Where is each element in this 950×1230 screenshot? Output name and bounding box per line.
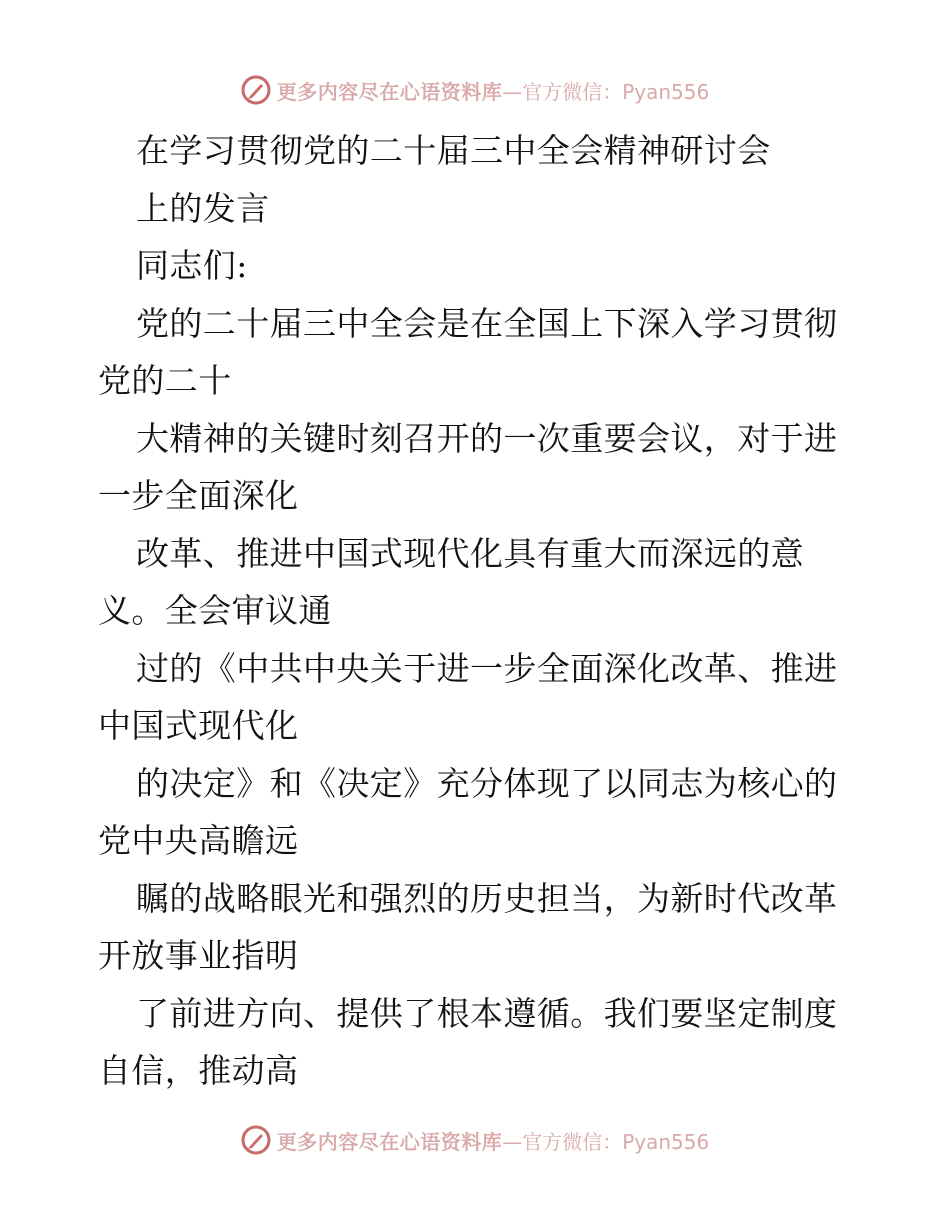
document-line: 改革、推进中国式现代化具有重大而深远的意 [136, 533, 804, 573]
document-line: 过的《中共中央关于进一步全面深化改革、推进 [136, 648, 838, 688]
document-line: 同志们: [136, 246, 248, 285]
watermark-wechat-text: —官方微信：Pyan556 [502, 1129, 710, 1154]
watermark-brand-text: 更多内容尽在心语资料库 [276, 79, 503, 104]
document-line: 中国式现代化 [98, 706, 299, 745]
document-line: 义。全会审议通 [98, 591, 332, 630]
document-line: 大精神的关键时刻召开的一次重要会议，对于进 [136, 418, 838, 458]
watermark-footer [0, 1120, 950, 1160]
document-line: 了前进方向、提供了根本遵循。我们要坚定制度 [136, 993, 838, 1033]
document-body [98, 122, 858, 1100]
watermark-brand-text: 更多内容尽在心语资料库 [276, 1129, 503, 1154]
document-line: 一步全面深化 [98, 476, 299, 515]
pen-logo-icon [241, 75, 271, 105]
document-line: 党的二十 [98, 361, 232, 400]
document-line: 上的发言 [136, 188, 270, 228]
document-line: 自信，推动高 [98, 1051, 299, 1090]
document-line: 在学习贯彻党的二十届三中全会精神研讨会 [136, 131, 771, 170]
watermark-wechat-text: —官方微信：Pyan556 [502, 79, 710, 104]
pen-logo-icon [241, 1125, 271, 1155]
document-line: 瞩的战略眼光和强烈的历史担当，为新时代改革 [136, 878, 838, 918]
document-line: 党的二十届三中全会是在全国上下深入学习贯彻 [136, 303, 838, 343]
document-line: 党中央高瞻远 [98, 821, 299, 860]
document-line: 开放事业指明 [98, 936, 299, 975]
watermark-header [0, 70, 950, 110]
document-line: 的决定》和《决定》充分体现了以同志为核心的 [136, 763, 838, 803]
